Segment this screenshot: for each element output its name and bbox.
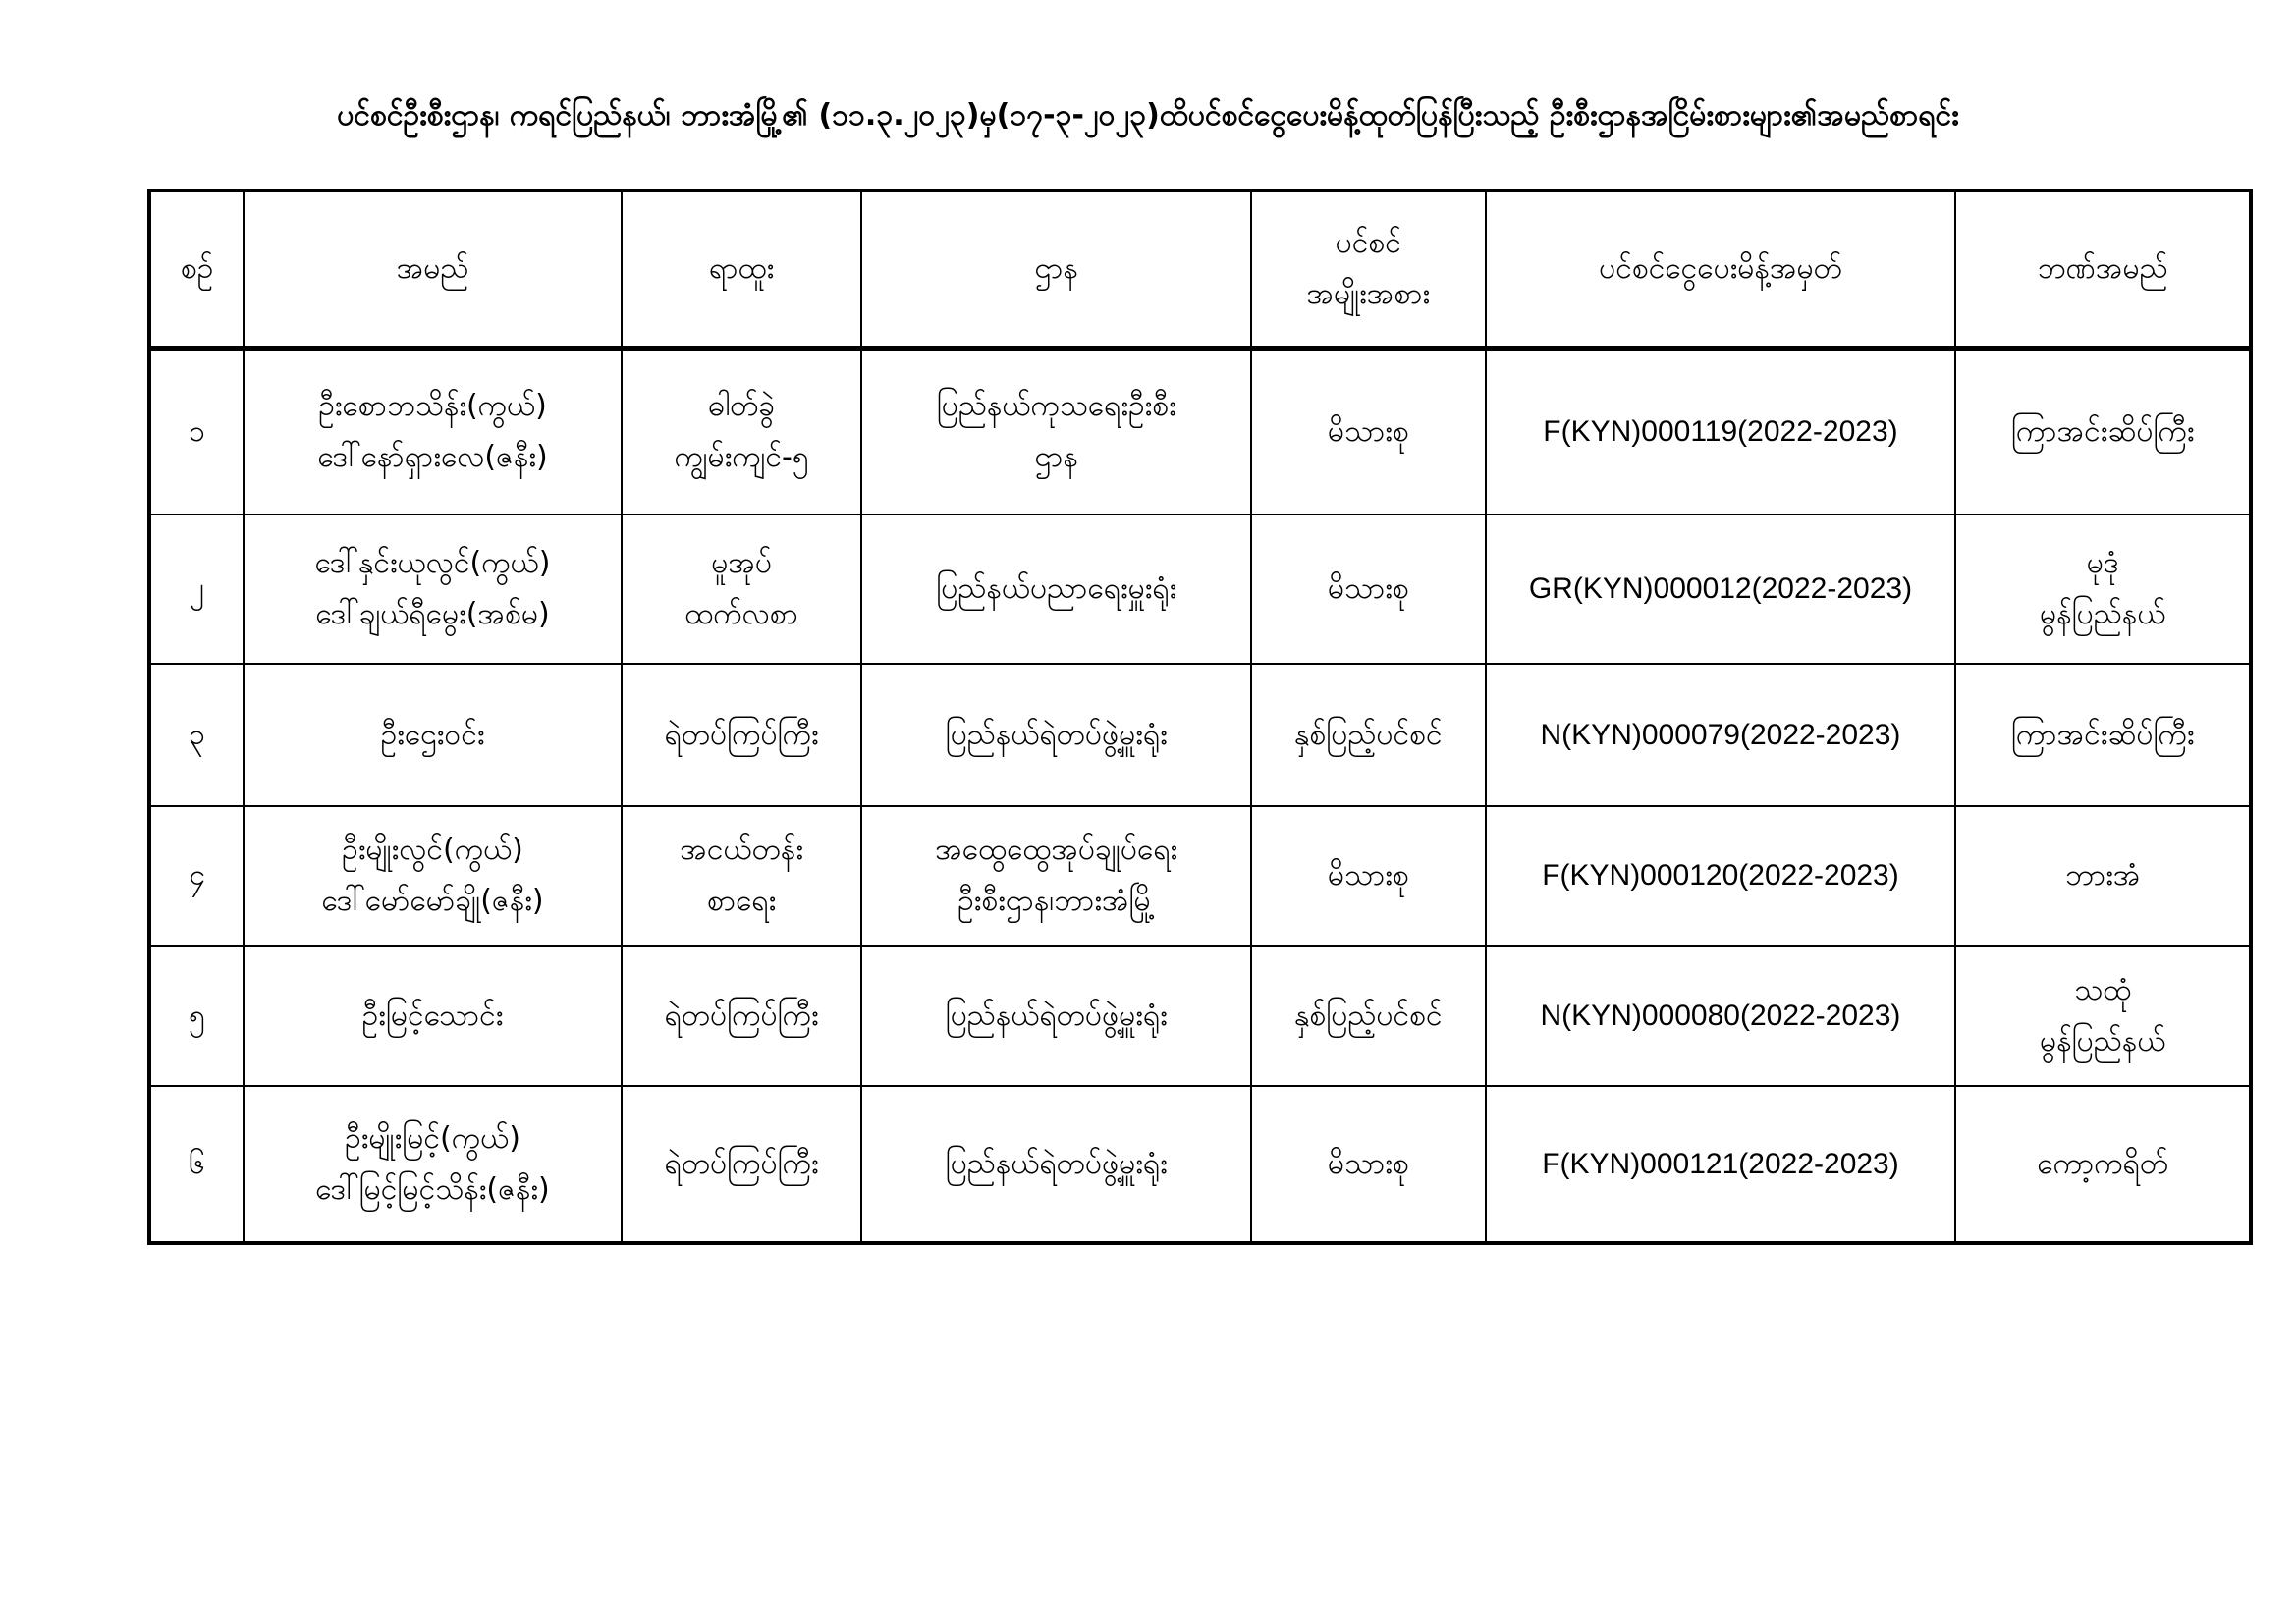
table-row (149, 664, 2251, 806)
cell-bank-line1: ကြာအင်းဆိပ်ကြီး (2010, 717, 2195, 752)
cell-name-line2: ဒေါ်မြင့်မြင့်သိန်း(ဇနီး) (315, 1171, 550, 1207)
document-title: ပင်စင်ဦးစီးဌာန၊ ကရင်ပြည်နယ်၊ ဘားအံမြို့၏ (၁၁.၃.၂၀၂၃)မှ(၁၇-၃-၂၀၂၃)ထိပင်စင်ငွေပေးမိန့်ထုတ်ပြန်ပြီးသည့် ဦးစီးဌာနအငြိမ်းစားများ၏အမည်စာရင်း (337, 98, 1959, 133)
cell-department (861, 806, 1251, 946)
cell-rank-line1: ရဲတပ်ကြပ်ကြီး (664, 1146, 819, 1181)
cell-no: ၆ (149, 1086, 244, 1243)
cell-order-no: GR(KYN)000012(2022-2023) (1486, 514, 1956, 664)
cell-rank (622, 1086, 861, 1243)
cell-department (861, 946, 1251, 1086)
cell-name-line1: ဒေါ်နှင်းယုလွင်(ကွယ်) (314, 546, 551, 580)
cell-pension-type: နှစ်ပြည့်ပင်စင် (1251, 946, 1485, 1086)
cell-bank (1955, 514, 2251, 664)
cell-order-no: N(KYN)000080(2022-2023) (1486, 946, 1956, 1086)
cell-name (244, 348, 622, 514)
cell-bank-line1: ကော့ကရိတ် (2037, 1146, 2169, 1181)
table-row (149, 514, 2251, 664)
cell-department (861, 664, 1251, 806)
header-bank: ဘဏ်အမည် (1955, 190, 2251, 348)
cell-bank-line1: ဘားအံ (2065, 858, 2141, 893)
cell-pension-type: မိသားစု (1251, 514, 1485, 664)
cell-department (861, 348, 1251, 514)
cell-department (861, 514, 1251, 664)
cell-pension-type: မိသားစု (1251, 348, 1485, 514)
cell-bank (1955, 806, 2251, 946)
cell-rank-line1: ရဲတပ်ကြပ်ကြီး (664, 717, 819, 752)
table-header-row (149, 190, 2251, 348)
cell-name (244, 514, 622, 664)
cell-name (244, 946, 622, 1086)
header-pension-type (1251, 190, 1485, 348)
header-order-no: ပင်စင်ငွေပေးမိန့်အမှတ် (1486, 190, 1956, 348)
cell-no: ၃ (149, 664, 244, 806)
cell-name (244, 806, 622, 946)
cell-pension-type: မိသားစု (1251, 806, 1485, 946)
cell-bank-line2: မွန်ပြည်နယ် (2039, 597, 2166, 631)
cell-no: ၂ (149, 514, 244, 664)
cell-rank-line2: ကျွမ်းကျင်-၅ (674, 439, 809, 474)
cell-rank (622, 946, 861, 1086)
cell-no: ၄ (149, 806, 244, 946)
cell-order-no: F(KYN)000121(2022-2023) (1486, 1086, 1956, 1243)
cell-department-line1: ပြည်နယ်ပညာရေးမှူးရုံး (936, 571, 1177, 606)
cell-bank-line2: မွန်ပြည်နယ် (2039, 1023, 2166, 1058)
cell-bank-line1: သထုံ (2074, 972, 2132, 1007)
cell-order-no: F(KYN)000120(2022-2023) (1486, 806, 1956, 946)
table-row (149, 1086, 2251, 1243)
cell-bank (1955, 1086, 2251, 1243)
cell-rank-line1: မူအုပ် (711, 546, 773, 580)
header-name: အမည် (244, 190, 622, 348)
cell-name (244, 664, 622, 806)
cell-department-line2: ဦးစီးဌာန၊ဘားအံမြို့ (957, 884, 1156, 918)
cell-no: ၅ (149, 946, 244, 1086)
cell-pension-type: မိသားစု (1251, 1086, 1485, 1243)
table-row (149, 806, 2251, 946)
cell-rank (622, 806, 861, 946)
cell-department-line1: ပြည်နယ်ရဲတပ်ဖွဲ့မှူးရုံး (945, 998, 1168, 1033)
cell-rank-line1: ဓါတ်ခွဲ (708, 388, 776, 423)
cell-bank (1955, 946, 2251, 1086)
cell-no: ၁ (149, 348, 244, 514)
cell-name-line1: ဦးမြင့်သောင်း (361, 998, 504, 1033)
cell-name-line1: ဦးမျိုးမြင့်(ကွယ်) (345, 1120, 520, 1156)
cell-name (244, 1086, 622, 1243)
cell-name-line1: ဦးမျိုးလွင်(ကွယ်) (342, 833, 523, 867)
pensioner-table (147, 189, 2253, 1245)
cell-department-line2: ဌာန (1034, 439, 1078, 474)
cell-department-line1: ပြည်နယ်ရဲတပ်ဖွဲ့မှူးရုံး (945, 1146, 1168, 1181)
cell-rank-line1: အငယ်တန်း (680, 833, 803, 867)
cell-name-line1: ဦးဌေးဝင်း (380, 717, 485, 752)
table-row (149, 348, 2251, 514)
cell-name-line2: ဒေါ်မော်မော်ချို(ဇနီး) (321, 884, 544, 918)
cell-rank-line1: ရဲတပ်ကြပ်ကြီး (664, 998, 819, 1033)
cell-name-line2: ဒေါ်ချယ်ရီမွေး(အစ်မ) (315, 597, 550, 631)
header-rank: ရာထူး (622, 190, 861, 348)
cell-rank (622, 664, 861, 806)
cell-order-no: N(KYN)000079(2022-2023) (1486, 664, 1956, 806)
cell-department-line1: အထွေထွေအုပ်ချုပ်ရေး (935, 833, 1178, 867)
cell-bank (1955, 664, 2251, 806)
cell-bank (1955, 348, 2251, 514)
cell-rank (622, 514, 861, 664)
cell-department-line1: ပြည်နယ်ရဲတပ်ဖွဲ့မှူးရုံး (945, 717, 1168, 752)
cell-rank-line2: စာရေး (706, 884, 777, 918)
cell-name-line1: ဦးစောဘသိန်း(ကွယ်) (318, 388, 547, 423)
cell-department (861, 1086, 1251, 1243)
cell-rank (622, 348, 861, 514)
header-department: ဌာန (861, 190, 1251, 348)
cell-name-line2: ဒေါ်နော်ရှားလေ(ဇနီး) (317, 439, 548, 474)
header-pension-type-line2: အမျိုးအစား (1306, 276, 1431, 311)
cell-department-line1: ပြည်နယ်ကုသရေးဦးစီး (936, 388, 1176, 423)
cell-pension-type: နှစ်ပြည့်ပင်စင် (1251, 664, 1485, 806)
cell-order-no: F(KYN)000119(2022-2023) (1486, 348, 1956, 514)
cell-bank-line1: မုဒုံ (2086, 546, 2119, 580)
cell-bank-line1: ကြာအင်းဆိပ်ကြီး (2010, 413, 2195, 449)
header-no: စဉ် (149, 190, 244, 348)
header-pension-type-line1: ပင်စင် (1335, 225, 1401, 260)
cell-rank-line2: ထက်လစာ (684, 597, 798, 631)
table-row (149, 946, 2251, 1086)
